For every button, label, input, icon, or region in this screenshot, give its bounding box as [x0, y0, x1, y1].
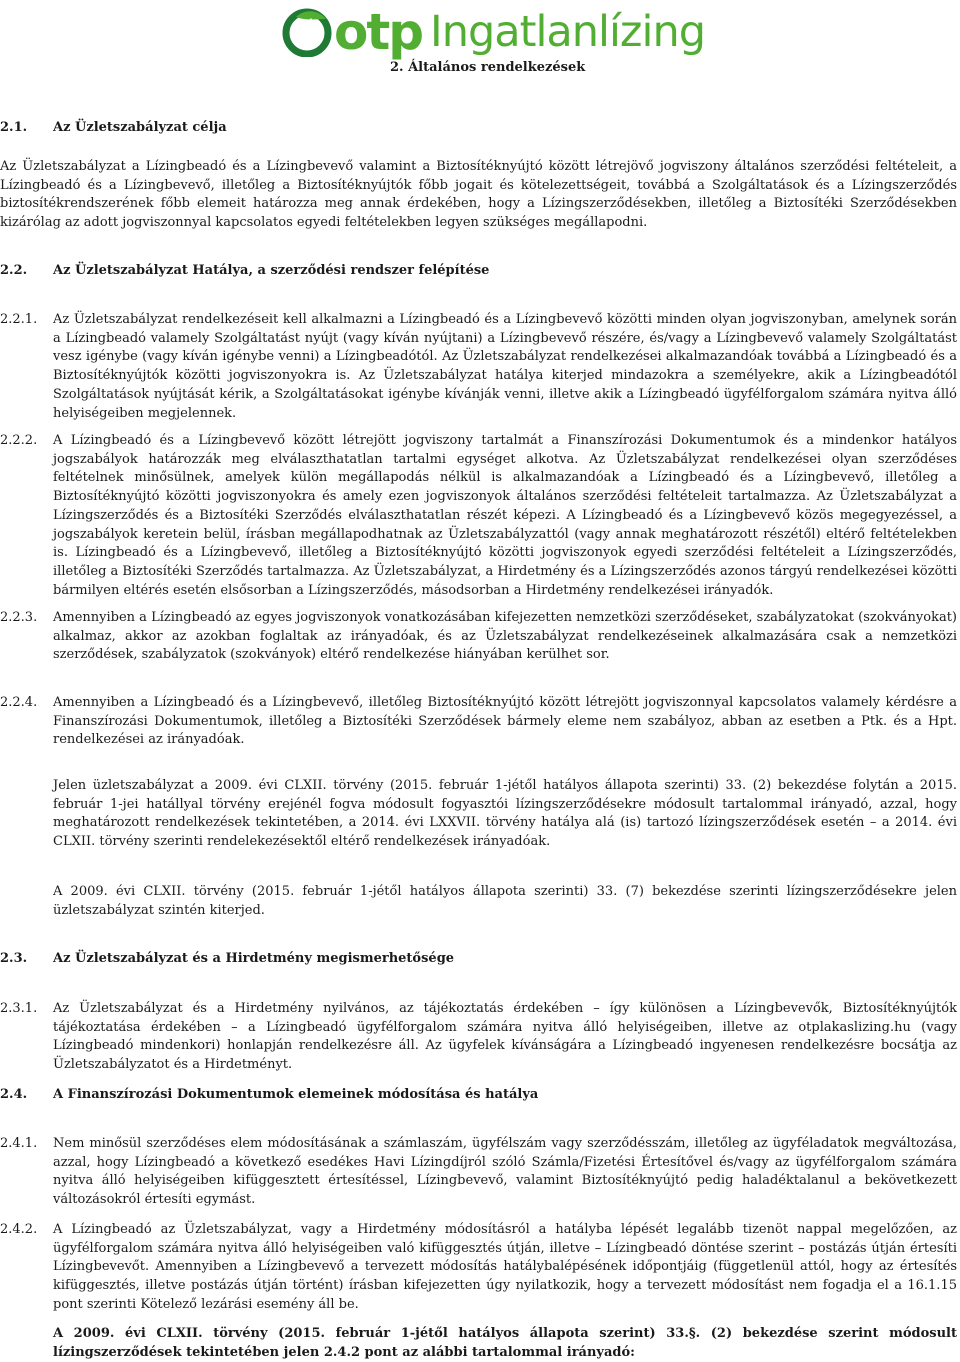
paragraph-number: 2.4.1.: [0, 1136, 38, 1151]
paragraph-text: Amennyiben a Lízingbeadó és a Lízingbevevő, illetőleg Biztosítéknyújtó között létrejött jogviszonnyal kapcsolatos valamely kérdésre a Finanszírozási Dokumentumok, illetőleg a Biztosítéki Szerződések bármely eleme nem szabályoz, abban az esetben a Ptk. és a Hpt. rendelkezései az irányadóak.: [53, 695, 957, 748]
heading-2-3: [0, 951, 454, 966]
paragraph-text: A Lízingbeadó az Üzletszabályzat, vagy a Hirdetmény módosításról a hatályba lépését legalább tizenöt nappal megelőzően, az ügyfélforgalom számára nyitva álló helyiségeiben való kifüggesztés útján, illetve – Lízingbeadó döntése szerint – postázás útján értesíti Lízingbevevőt. Amennyiben a Lízingbevevő a tervezett módosítás hatálybalépésének időpontjáig (függetlenül attól, hogy az értesítés kifüggesztés, illetve postázás útján történt) írásban kifejezetten úgy nyilatkozik, hogy a tervezett módosítást nem fogadja el a 16.1.15 pont szerinti Kötelező lezárási esemény áll be.: [53, 1222, 957, 1312]
paragraph-2-2-4-b: Jelen üzletszabályzat a 2009. évi CLXII. törvény (2015. február 1-jétől hatályos állapota szerinti) 33. (2) bekezdése folytán a 2015. február 1-jei hatállyal törvény erejénél fogva módosult fogyasztói lízingszerződésekre módosult tartalommal irányadó, azzal, hogy meghatározott rendelkezések tekintetében, a 2014. évi LXXVII. törvény hatálya alá (is) tartozó lízingszerződések esetén – a 2014. évi CLXII. törvény szerinti rendelekezésektől eltérő rendelkezések irányadóak.: [53, 778, 957, 850]
heading-2-2: [0, 263, 489, 278]
paragraph-2-2-3: [0, 609, 957, 665]
paragraph-2-3-1: [0, 1000, 957, 1075]
paragraph-2-4-1: [0, 1135, 957, 1210]
heading-2-4: [0, 1087, 538, 1102]
paragraph-2-2-4: [0, 694, 957, 750]
heading-title: Az Üzletszabályzat és a Hirdetmény megismerhetősége: [53, 951, 455, 966]
paragraph-2-4-2: [0, 1221, 957, 1315]
paragraph-text: A Lízingbeadó és a Lízingbevevő között létrejött jogviszony tartalmát a Finanszírozási Dokumentumok és a mindenkor hatályos jogszabályok határozzák meg elválaszthatatlan tartalmi egységet alkotva. Az Üzletszabályzat rendelkezései olyan szerződéses feltételnek minősülnek, amelyek külön megállapodás nélkül is alkalmazandóak a Lízingbeadó és a Lízingbevevő, illetőleg a Biztosítéknyújtó közötti jogviszonyokra és amely ezen jogviszonyok általános szerződési feltételeit tartalmazza. Az Üzletszabályzat a Lízingszerződés és a Biztosítéki Szerződés elválaszthatatlan részét képezi. A Lízingbeadó és a Lízingbevevő közös megegyezéssel, a jogszabályok keretein belül, írásban megállapodhatnak az Üzletszabályzattól (vagy annak meghatározott részétől) eltérő feltételekben is. Lízingbeadó és a Lízingbevevő, illetőleg a Biztosítéknyújtó közötti jogviszonyok egyedi szerződési feltételeit a Lízingszerződés, illetőleg a Biztosítéki Szerződés tartalmazza. Az Üzletszabályzat, a Hirdetmény és a Lízingszerződés azonos tárgyú rendelkezései közötti bármilyen eltérés esetén elsősorban a Lízingszerződés, másodsorban a Hirdetmény rendelkezései irányadók.: [53, 433, 957, 598]
paragraph-2-2-2: [0, 432, 957, 600]
paragraph-number: 2.2.3.: [0, 610, 38, 625]
logo-otp-text: otp: [334, 3, 423, 61]
paragraph-2-2-1: [0, 311, 957, 423]
paragraph-text: Az Üzletszabályzat és a Hirdetmény nyilvános, az tájékoztatás érdekében – így különösen a Lízingbevevők, Biztosítéknyújtók tájékoztatása érdekében – a Lízingbeadó ügyfélforgalom számára nyitva álló helyiségeiben, illetve az otplakaslizing.hu (vagy Lízingbeadó mindenkori) honlapján rendelkezésre áll. Az ügyfelek kívánságára a Lízingbeadó ingyenesen rendelkezésre bocsátja az Üzletszabályzatot és a Hirdetményt.: [53, 1001, 957, 1073]
final-bold-paragraph: A 2009. évi CLXII. törvény (2015. február 1-jétől hatályos állapota szerint) 33.§. (2) bekezdése szerint módosult lízingszerződések tekintetében jelen 2.4.2 pont az alábbi tartalommal irányadó:: [53, 1326, 957, 1360]
paragraph-number: 2.3.1.: [0, 1001, 38, 1016]
paragraph-number: 2.2.1.: [0, 312, 38, 327]
otp-leaf-logo-icon: [282, 7, 332, 57]
paragraph-2-1: Az Üzletszabályzat a Lízingbeadó és a Lízingbevevő valamint a Biztosítéknyújtó között létrejövő jogviszony általános szerződési feltételeit, a Lízingbeadó és a Lízingbevevő, illetőleg a Biztosítéknyújtók főbb jogait és kötelezettségeit, továbbá a Szolgáltatások és a Lízingszerződés biztosítékrendszerének főbb elemeit határozza meg annak érdekében, hogy a Lízingszerződésekben, illetőleg a Biztosítéki Szerződésekben kizárólag az adott jogviszonnyal kapcsolatos egyedi feltételekben legyen szükséges megállapodni.: [0, 159, 957, 231]
logo-ingatlanlizing-text: Ingatlanlízing: [430, 7, 705, 57]
otp-logo: [282, 2, 705, 62]
paragraph-text: Nem minősül szerződéses elem módosításának a számlaszám, ügyfélszám vagy szerződésszám, illetőleg az ügyféladatok megváltozása, azzal, hogy Lízingbeadó a következő esedékes Havi Lízingdíjról szóló Számla/Fizetési Értesítővel és/vagy az ügyfélforgalom számára nyitva álló helyiségeiben kifüggesztett értesítéssel, Lízingbevevő, valamint Biztosítéknyújtó pedig haladéktalanul a bekövetkezett változásokról értesíti egymást.: [53, 1136, 957, 1208]
paragraph-text: Az Üzletszabályzat rendelkezéseit kell alkalmazni a Lízingbeadó és a Lízingbevevő közötti minden olyan jogviszonyban, amelynek során a Lízingbeadó valamely Szolgáltatást nyújt (vagy kíván nyújtani) a Lízingbevevő részére, és/vagy a Lízingbevevő valamely Szolgáltatást vesz igénybe (vagy kíván igénybe venni) a Lízingbeadótól. Az Üzletszabályzat rendelkezései alkalmazandóak továbbá a Lízingbeadó és a Biztosítéknyújtók közötti jogviszonyokra is. Az Üzletszabályzat hatálya kiterjed mindazokra a személyekre, akik a Lízingbeadótól Szolgáltatások nyújtását kérik, a Szolgáltatásokat igénybe kívánják venni, illetve akik a Lízingbeadó ügyfélforgalom számára nyitva álló helyiségeiben megjelennek.: [53, 312, 957, 421]
paragraph-number: 2.2.2.: [0, 433, 38, 448]
heading-2-1: [0, 120, 227, 135]
paragraph-text: Amennyiben a Lízingbeadó az egyes jogviszonyok vonatkozásában kifejezetten nemzetközi szerződéseket, szabályzatokat (szokványokat) alkalmaz, akkor az azokban foglaltak az irányadóak, és az Üzletszabályzat rendelkezéseinek alkalmazására csak a nemzetközi szerződések, szabályzatok (szokványok) eltérő rendelkezése hiányában kerülhet sor.: [53, 610, 957, 663]
paragraph-2-2-4-c: A 2009. évi CLXII. törvény (2015. február 1-jétől hatályos állapota szerinti) 33. (7) bekezdése szerinti lízingszerződésekre jelen üzletszabályzat szintén kiterjed.: [53, 884, 957, 918]
heading-title: Az Üzletszabályzat Hatálya, a szerződési rendszer felépítése: [53, 263, 490, 278]
paragraph-number: 2.4.2.: [0, 1222, 38, 1237]
paragraph-number: 2.2.4.: [0, 695, 38, 710]
heading-number: 2.1.: [0, 120, 28, 135]
heading-number: 2.3.: [0, 951, 28, 966]
heading-number: 2.4.: [0, 1087, 28, 1102]
heading-title: Az Üzletszabályzat célja: [53, 120, 227, 135]
heading-number: 2.2.: [0, 263, 28, 278]
section-header: 2. Általános rendelkezések: [390, 60, 586, 75]
heading-title: A Finanszírozási Dokumentumok elemeinek módosítása és hatálya: [53, 1087, 539, 1102]
